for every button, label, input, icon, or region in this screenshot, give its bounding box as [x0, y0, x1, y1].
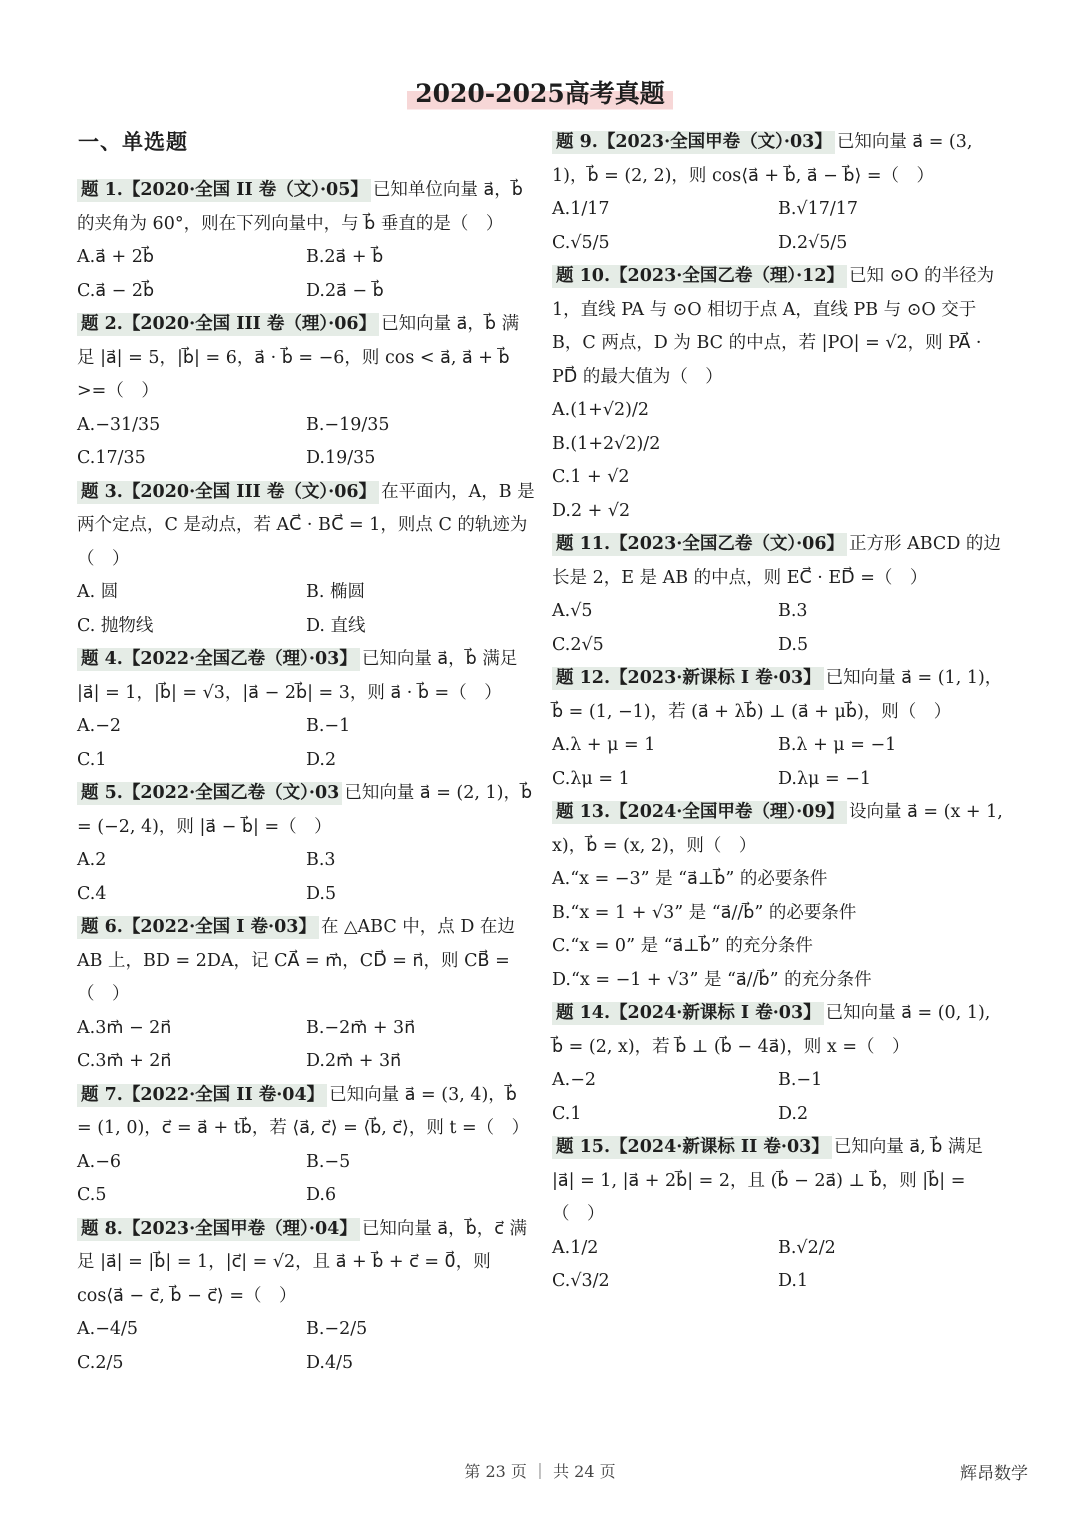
problem-13 [552, 796, 1004, 997]
option-c: C.1 [552, 1103, 582, 1124]
problem-text: 已知向量 a⃗，b⃗ 满足 |a⃗| = 5，|b⃗| = 6，a⃗ · b⃗ = −6，则 cos < a⃗, a⃗ + b⃗ >=（ ） [77, 314, 520, 401]
problem-source-tag: 题 2.【2020·全国 III 卷（理）·06】 [77, 313, 379, 336]
options-list [77, 241, 535, 308]
option-a: A.√5 [552, 601, 593, 621]
problem-8 [77, 1213, 535, 1381]
option-a: A.(1+√2)/2 [552, 400, 649, 420]
problem-source-tag: 题 12.【2023·新课标 I 卷·03】 [552, 667, 824, 690]
option-c: C.1 + √2 [552, 467, 630, 487]
problem-source-tag: 题 5.【2022·全国乙卷（文）·03 [77, 782, 342, 805]
problem-3 [77, 476, 535, 644]
option-a: A.−31/35 [77, 414, 161, 435]
problem-text: 已知向量 a⃗, b⃗ 满足 |a⃗| = 1, |a⃗ + 2b⃗| = 2，且 (b⃗ − 2a⃗) ⊥ b⃗，则 |b⃗| =（ ） [552, 1137, 983, 1224]
problem-text: 在 △ABC 中，点 D 在边 AB 上，BD = 2DA，记 CA⃗ = m⃗，CD⃗ = n⃗，则 CB⃗ =（ ） [77, 917, 515, 1004]
option-d: D.5 [778, 634, 809, 655]
problem-source-tag: 题 13.【2024·全国甲卷（理）·09】 [552, 801, 847, 824]
problem-stem [77, 1079, 535, 1146]
problem-stem [552, 796, 1004, 863]
problem-stem [77, 1213, 535, 1314]
options-list [77, 710, 535, 777]
option-a: A.λ + μ = 1 [552, 735, 656, 755]
problem-stem [77, 174, 535, 241]
option-c: C.2√5 [552, 634, 604, 655]
option-a: A.−6 [77, 1151, 121, 1172]
options-list [552, 1064, 1004, 1131]
option-d: D.2 + √2 [552, 500, 631, 521]
problem-4 [77, 643, 535, 777]
problem-stem [552, 260, 1004, 394]
options-list [552, 863, 1004, 997]
problem-6 [77, 911, 535, 1079]
problem-source-tag: 题 4.【2022·全国乙卷（理）·03】 [77, 648, 360, 671]
option-a: A.1/17 [552, 199, 610, 219]
problem-5 [77, 777, 535, 911]
option-b: B.−2m⃗ + 3n⃗ [306, 1017, 416, 1038]
option-b: B.(1+2√2)/2 [552, 433, 661, 454]
problem-7 [77, 1079, 535, 1213]
problem-text: 已知向量 a⃗ = (3, 1)，b⃗ = (2, 2)，则 cos⟨a⃗ + b⃗, a⃗ − b⃗⟩ =（ ） [552, 132, 973, 186]
option-d: D. 直线 [306, 615, 366, 636]
problem-text: 已知单位向量 a⃗，b⃗ 的夹角为 60°，则在下列向量中，与 b⃗ 垂直的是（ ） [77, 180, 523, 234]
problem-stem [77, 643, 535, 710]
problem-text: 已知向量 a⃗，b⃗，c⃗ 满足 |a⃗| = |b⃗| = 1，|c⃗| = √2，且 a⃗ + b⃗ + c⃗ = 0⃗，则 cos⟨a⃗ − c⃗, b⃗ − c⃗⟩ =（ ） [77, 1218, 527, 1306]
problem-10 [552, 260, 1004, 528]
options-list [77, 409, 535, 476]
problem-1 [77, 174, 535, 308]
problem-stem [77, 476, 535, 577]
option-b: B.√2/2 [778, 1237, 836, 1258]
problem-text: 已知向量 a⃗ = (1, 1)，b⃗ = (1, −1)，若 (a⃗ + λb⃗) ⊥ (a⃗ + μb⃗)，则（ ） [552, 668, 1003, 722]
option-c: C. 抛物线 [77, 615, 154, 636]
options-list [77, 1012, 535, 1079]
option-c: C.√5/5 [552, 232, 610, 253]
problem-text: 已知向量 a⃗ = (3, 4)，b⃗ = (1, 0)，c⃗ = a⃗ + tb⃗，若 ⟨a⃗, c⃗⟩ = ⟨b⃗, c⃗⟩，则 t =（ ） [77, 1084, 530, 1138]
problem-source-tag: 题 9.【2023·全国甲卷（文）·03】 [552, 131, 835, 154]
problem-stem [552, 662, 1004, 729]
problem-source-tag: 题 11.【2023·全国乙卷（文）·06】 [552, 533, 847, 556]
problem-source-tag: 题 10.【2023·全国乙卷（理）·12】 [552, 265, 847, 288]
option-d: D.λμ = −1 [778, 768, 872, 789]
options-list [552, 729, 1004, 796]
problem-text: 已知向量 a⃗，b⃗ 满足 |a⃗| = 1，|b⃗| = √3，|a⃗ − 2b⃗| = 3，则 a⃗ · b⃗ =（ ） [77, 649, 518, 703]
problem-text: 已知向量 a⃗ = (2, 1)，b⃗ = (−2, 4)，则 |a⃗ − b⃗| =（ ） [77, 783, 533, 837]
option-b: B.2a⃗ + b⃗ [306, 247, 384, 267]
option-b: B.“x = 1 + √3” 是 “a⃗//b⃗” 的必要条件 [552, 902, 857, 923]
problem-text: 已知 ⊙O 的半径为 1，直线 PA 与 ⊙O 相切于点 A，直线 PB 与 ⊙O 交于 B，C 两点，D 为 BC 的中点，若 |PO| = √2，则 PA⃗ · PD⃗ 的最大值为（ ） [552, 266, 995, 387]
page-title: 2020-2025高考真题 [0, 72, 1080, 112]
option-c: C.4 [77, 883, 107, 904]
option-d: D.“x = −1 + √3” 是 “a⃗//b⃗” 的充分条件 [552, 969, 872, 990]
option-b: B.−1 [778, 1070, 823, 1090]
problem-source-tag: 题 8.【2023·全国甲卷（理）·04】 [77, 1218, 360, 1241]
option-a: A.−2 [552, 1070, 596, 1090]
option-b: B.−19/35 [306, 414, 390, 435]
option-a: A.3m⃗ − 2n⃗ [77, 1017, 172, 1038]
options-list [552, 394, 1004, 528]
option-c: C.5 [77, 1185, 107, 1205]
problem-stem [552, 126, 1004, 193]
brand-label: 辉昂数学 [960, 1464, 1028, 1484]
left-column [77, 174, 535, 1380]
right-column [552, 126, 1004, 1299]
problem-source-tag: 题 14.【2024·新课标 I 卷·03】 [552, 1002, 824, 1025]
option-d: D.1 [778, 1271, 809, 1291]
option-a: A. 圆 [77, 582, 119, 602]
problem-stem [552, 1131, 1004, 1232]
option-b: B.−2/5 [306, 1319, 368, 1339]
problem-stem [77, 911, 535, 1012]
options-list [77, 844, 535, 911]
problem-9 [552, 126, 1004, 260]
option-c: C.2/5 [77, 1352, 124, 1373]
problem-text: 设向量 a⃗ = (x + 1, x)，b⃗ = (x, 2)，则（ ） [552, 802, 1003, 856]
options-list [552, 595, 1004, 662]
option-b: B.−1 [306, 716, 351, 736]
problem-source-tag: 题 6.【2022·全国 I 卷·03】 [77, 916, 319, 939]
option-b: B. 椭圆 [306, 582, 365, 602]
option-b: B.λ + μ = −1 [778, 735, 897, 755]
option-c: C.a⃗ − 2b⃗ [77, 280, 155, 301]
problem-text: 在平面内，A，B 是两个定点，C 是动点，若 AC⃗ · BC⃗ = 1，则点 C 的轨迹为（ ） [77, 481, 535, 569]
option-c: C.1 [77, 749, 107, 770]
problem-2 [77, 308, 535, 476]
section-heading: 一、单选题 [78, 129, 188, 154]
option-b: B.3 [778, 601, 808, 621]
problem-text: 已知向量 a⃗ = (0, 1), b⃗ = (2, x)，若 b⃗ ⊥ (b⃗ − 4a⃗)，则 x =（ ） [552, 1003, 991, 1057]
option-d: D.19/35 [306, 448, 376, 468]
option-d: D.6 [306, 1185, 337, 1205]
problem-15 [552, 1131, 1004, 1299]
option-c: C.√3/2 [552, 1271, 610, 1291]
problem-14 [552, 997, 1004, 1131]
problem-11 [552, 528, 1004, 662]
option-c: C.17/35 [77, 448, 146, 468]
options-list [77, 1146, 535, 1213]
page-number: 第 23 页 ｜ 共 24 页 [464, 1462, 616, 1481]
option-a: A.−4/5 [77, 1319, 139, 1339]
option-a: A.1/2 [552, 1237, 599, 1258]
option-d: D.2√5/5 [778, 232, 848, 253]
options-list [77, 1313, 535, 1380]
problem-source-tag: 题 3.【2020·全国 III 卷（文）·06】 [77, 481, 379, 504]
problem-source-tag: 题 1.【2020·全国 II 卷（文）·05】 [77, 179, 371, 202]
option-b: B.3 [306, 850, 336, 870]
problem-stem [552, 528, 1004, 595]
option-c: C.“x = 0” 是 “a⃗⊥b⃗” 的充分条件 [552, 936, 813, 956]
option-a: A.a⃗ + 2b⃗ [77, 247, 154, 267]
options-list [77, 576, 535, 643]
options-list [552, 1232, 1004, 1299]
option-d: D.2a⃗ − b⃗ [306, 280, 384, 301]
problem-12 [552, 662, 1004, 796]
option-a: A.“x = −3” 是 “a⃗⊥b⃗” 的必要条件 [552, 869, 828, 889]
problem-source-tag: 题 7.【2022·全国 II 卷·04】 [77, 1084, 327, 1107]
option-a: A.2 [77, 850, 107, 870]
problem-text: 正方形 ABCD 的边长是 2，E 是 AB 的中点，则 EC⃗ · ED⃗ =（ ） [552, 534, 1001, 588]
option-d: D.2m⃗ + 3n⃗ [306, 1051, 402, 1071]
option-b: B.√17/17 [778, 199, 859, 219]
option-a: A.−2 [77, 716, 121, 736]
problem-stem [77, 308, 535, 409]
options-list [552, 193, 1004, 260]
option-d: D.2 [778, 1103, 809, 1124]
option-c: C.λμ = 1 [552, 768, 630, 789]
problem-source-tag: 题 15.【2024·新课标 II 卷·03】 [552, 1136, 832, 1159]
problem-stem [552, 997, 1004, 1064]
problem-stem [77, 777, 535, 844]
option-d: D.4/5 [306, 1352, 354, 1373]
option-d: D.5 [306, 883, 337, 904]
option-d: D.2 [306, 749, 337, 770]
option-c: C.3m⃗ + 2n⃗ [77, 1051, 172, 1071]
option-b: B.−5 [306, 1151, 351, 1172]
